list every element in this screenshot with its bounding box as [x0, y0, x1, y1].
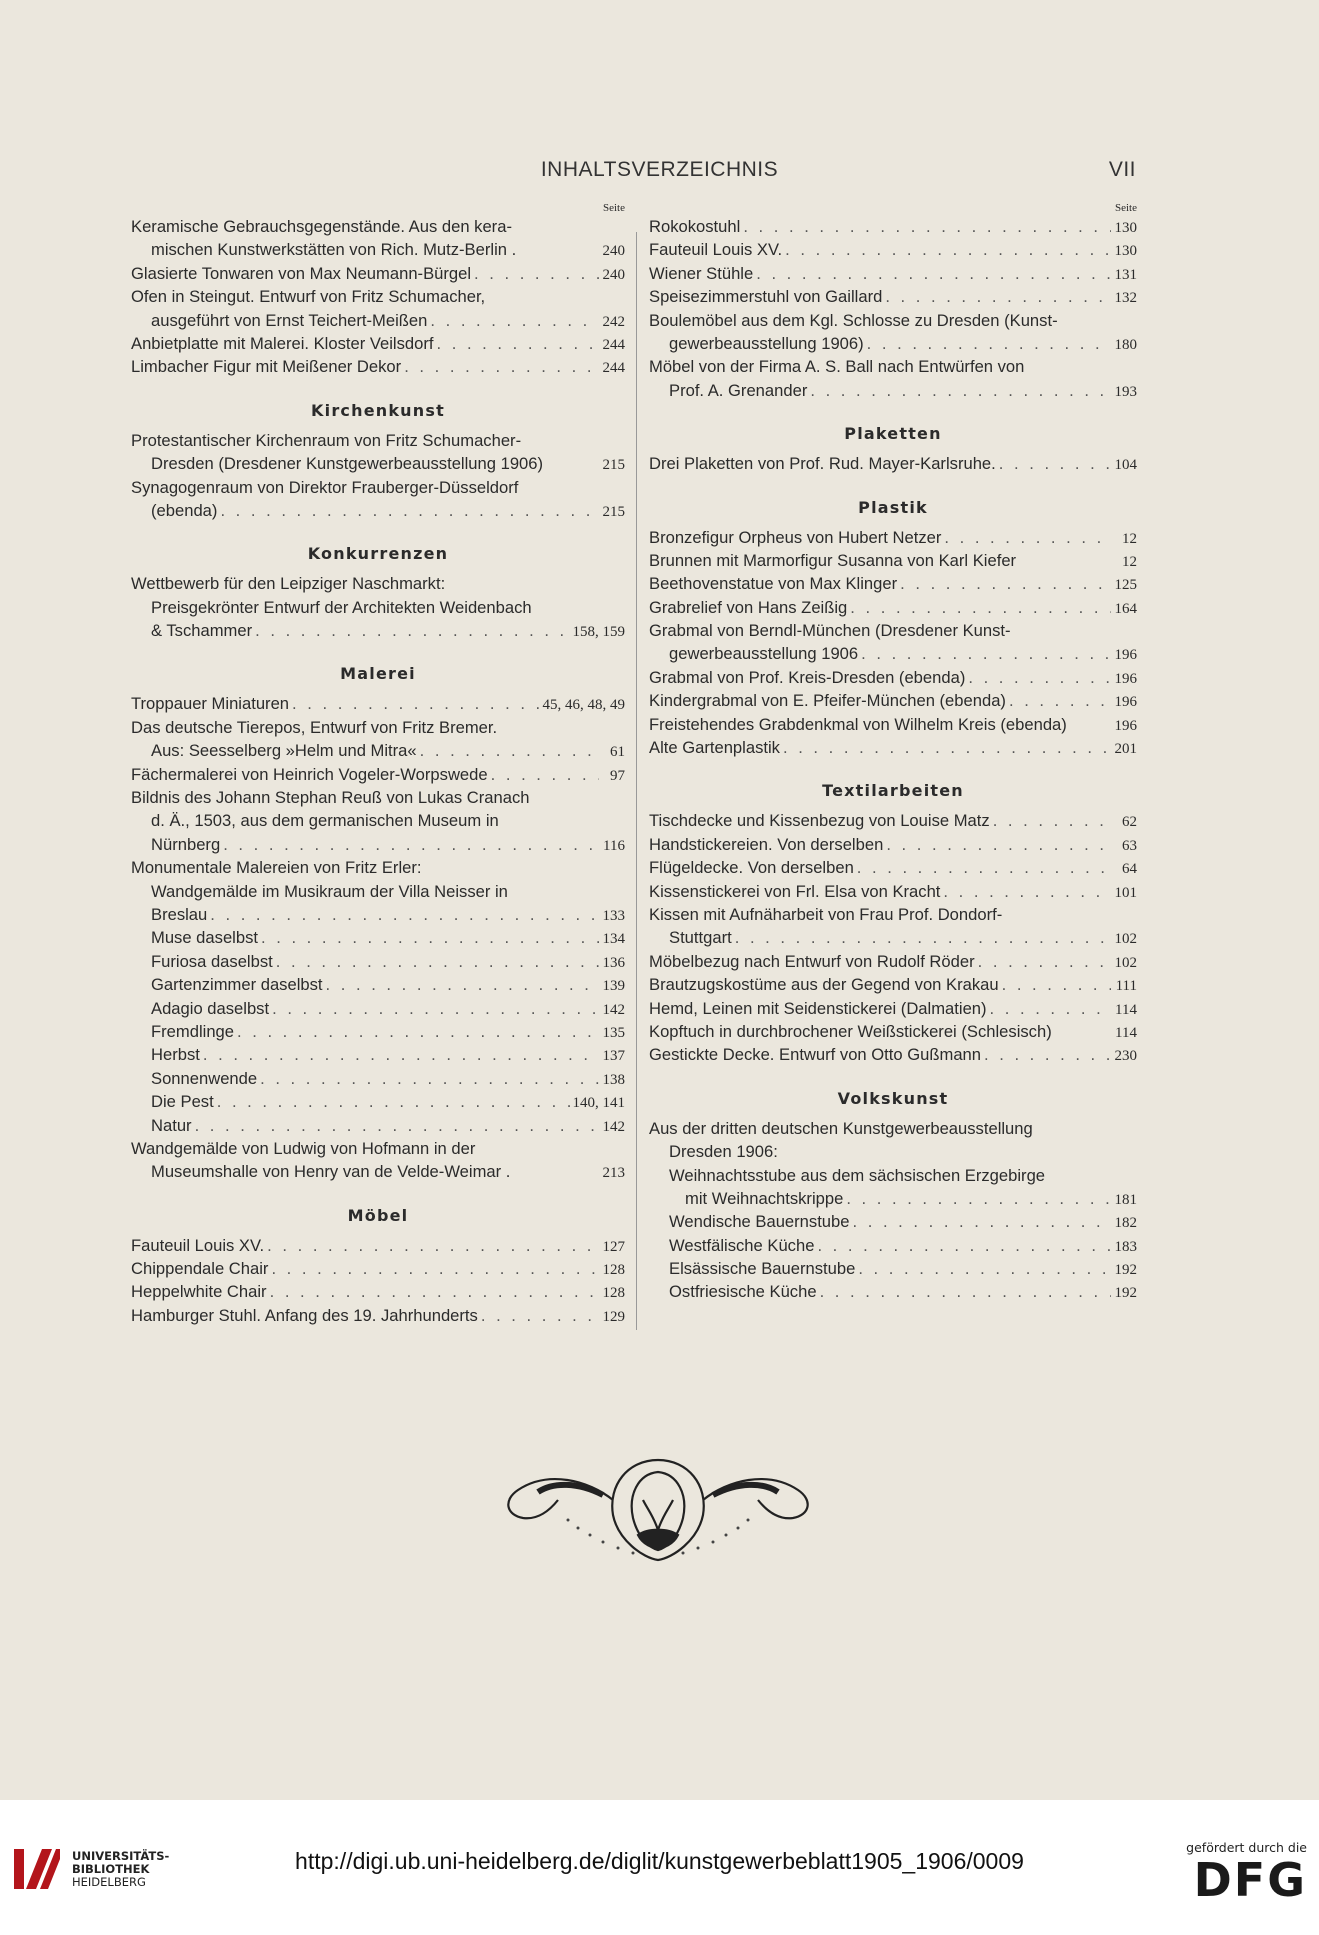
- leader-dots: [257, 1067, 599, 1090]
- toc-entry-text: Preisgekrönter Entwurf der Architekten Weidenbach: [151, 597, 532, 617]
- toc-entry-text: Speisezimmerstuhl von Gaillard: [649, 287, 883, 307]
- toc-entry: [649, 642, 1137, 665]
- toc-entry-text: Brunnen mit Marmorfigur Susanna von Karl Kiefer: [649, 550, 1017, 570]
- toc-entry-page: 180: [1114, 336, 1137, 353]
- toc-entry-text: Dresden (Dresdener Kunstgewerbeausstellung 1906): [151, 454, 544, 474]
- leader-dots: [965, 666, 1111, 689]
- toc-entry-text: Beethovenstatue von Max Klinger: [649, 574, 898, 594]
- leader-dots: [999, 973, 1111, 996]
- toc-entry: [131, 716, 625, 739]
- toc-entry-page: 64: [1122, 861, 1137, 878]
- toc-entry: [131, 1257, 625, 1280]
- toc-entry-text: Nürnberg: [151, 834, 221, 854]
- toc-entry-page: 215: [602, 503, 625, 520]
- section-gap: [131, 522, 625, 536]
- toc-entry-page: 132: [1114, 290, 1137, 307]
- toc-entry: [649, 1020, 1137, 1043]
- toc-entry-text: Herbst: [151, 1045, 200, 1065]
- toc-entry-page: 137: [602, 1048, 625, 1065]
- toc-entry-text: Limbacher Figur mit Meißener Dekor: [131, 357, 402, 377]
- column-divider: [636, 232, 637, 1330]
- toc-entry-text: Westfälische Küche: [669, 1235, 815, 1255]
- leader-dots: [780, 736, 1111, 759]
- toc-entry: [131, 1067, 625, 1090]
- toc-entry-text: Gestickte Decke. Entwurf von Otto Gußmann: [649, 1045, 982, 1065]
- toc-entry: [649, 666, 1137, 689]
- toc-entry-page: 135: [602, 1024, 625, 1041]
- toc-column-left: [131, 202, 625, 1327]
- toc-entry-page: 193: [1114, 383, 1137, 400]
- seite-label: Seite: [603, 202, 625, 214]
- leader-dots: [897, 572, 1111, 595]
- toc-entry: [131, 1137, 625, 1160]
- toc-entry-text: Hemd, Leinen mit Seidenstickerei (Dalmatien): [649, 998, 987, 1018]
- leader-dots: [753, 262, 1111, 285]
- toc-entry-page: 242: [602, 313, 625, 330]
- leader-dots: [252, 619, 572, 642]
- toc-entry-text: Stuttgart: [669, 928, 732, 948]
- toc-entry-page: 130: [1114, 220, 1137, 236]
- toc-entry-text: ausgeführt von Ernst Teichert-Meißen: [151, 310, 428, 330]
- toc-entry: [131, 452, 625, 475]
- toc-entry-text: Natur: [151, 1115, 192, 1135]
- leader-dots: [855, 1257, 1111, 1280]
- toc-entry-text: Tischdecke und Kissenbezug von Louise Matz: [649, 811, 990, 831]
- funded-by-text: gefördert durch die: [1186, 1840, 1307, 1855]
- toc-entry: [131, 238, 625, 261]
- section-heading: Malerei: [340, 664, 416, 684]
- toc-entry-page: 101: [1114, 884, 1137, 901]
- toc-column-right: [649, 202, 1137, 1304]
- toc-entry: [649, 973, 1137, 996]
- toc-entry-page: 215: [602, 457, 625, 474]
- toc-entry-text: Flügeldecke. Von derselben: [649, 858, 854, 878]
- toc-entry: [131, 1020, 625, 1043]
- toc-entry-text: Ostfriesische Küche: [669, 1282, 817, 1302]
- leader-dots: [864, 332, 1111, 355]
- toc-entry-text: Kissen mit Aufnäharbeit von Frau Prof. Dondorf-: [649, 904, 1003, 924]
- toc-entry-text: Alte Gartenplastik: [649, 738, 780, 758]
- toc-entry: [131, 692, 625, 715]
- library-logo: [12, 1845, 169, 1893]
- toc-entry: [649, 285, 1137, 308]
- dfg-wordmark: DFG: [1193, 1853, 1307, 1907]
- toc-entry: [649, 1117, 1137, 1140]
- page-number: VII: [1108, 158, 1136, 181]
- toc-entry-text: Furiosa daselbst: [151, 951, 273, 971]
- toc-entry: [131, 572, 625, 595]
- leader-dots: [858, 642, 1111, 665]
- library-name-line1: UNIVERSITÄTS-: [72, 1848, 170, 1863]
- leader-dots: [847, 596, 1111, 619]
- toc-entry-text: gewerbeausstellung 1906): [669, 333, 864, 353]
- section-heading: Kirchenkunst: [311, 400, 445, 420]
- toc-entry: [131, 903, 625, 926]
- toc-entry: [649, 809, 1137, 832]
- section-gap: [131, 642, 625, 656]
- toc-entry: [649, 926, 1137, 949]
- toc-entry: [649, 572, 1137, 595]
- toc-entry: [649, 596, 1137, 619]
- toc-entry-page: 196: [1114, 694, 1137, 711]
- leader-dots: [814, 1234, 1111, 1257]
- toc-entry-page: 201: [1114, 741, 1137, 758]
- toc-entry-page: 114: [1115, 1001, 1137, 1018]
- toc-entry-text: Bildnis des Johann Stephan Reuß von Lukas Cranach: [131, 788, 530, 808]
- funder-logo: [1186, 1840, 1307, 1905]
- toc-entry: [131, 763, 625, 786]
- toc-entry: [649, 713, 1137, 736]
- toc-entry-page: 114: [1115, 1024, 1137, 1041]
- toc-entry: [649, 1280, 1137, 1303]
- leader-dots: [987, 997, 1111, 1020]
- toc-entry-text: Adagio daselbst: [151, 998, 270, 1018]
- toc-entry-page: 129: [602, 1308, 625, 1325]
- leader-dots: [434, 332, 599, 355]
- toc-entry-text: gewerbeausstellung 1906: [669, 644, 859, 664]
- toc-entry-text: mit Weihnachtskrippe: [685, 1188, 844, 1208]
- toc-entry-page: 230: [1114, 1048, 1137, 1065]
- toc-entry: [131, 1043, 625, 1066]
- toc-entry: [649, 1043, 1137, 1066]
- toc-entry-page: 130: [1114, 243, 1137, 260]
- toc-entry-text: Möbelbezug nach Entwurf von Rudolf Röder: [649, 951, 975, 971]
- toc-entry-text: Wandgemälde im Musikraum der Villa Neisser in: [151, 881, 508, 901]
- toc-entry-text: Heppelwhite Chair: [131, 1282, 267, 1302]
- toc-entry-page: 61: [610, 744, 625, 761]
- toc-entry-text: Möbel von der Firma A. S. Ball nach Entwürfen von: [649, 357, 1025, 377]
- toc-entry-page: 45, 46, 48, 49: [542, 697, 625, 714]
- toc-entry: [131, 499, 625, 522]
- toc-entry-page: 183: [1114, 1238, 1137, 1255]
- toc-entry: [131, 1304, 625, 1327]
- section-gap: [649, 476, 1137, 490]
- ornament-vignette: [478, 1440, 838, 1570]
- leader-dots: [996, 452, 1111, 475]
- toc-entry-text: Freistehendes Grabdenkmal von Wilhelm Kreis (ebenda): [649, 714, 1067, 734]
- toc-entry-page: 136: [602, 954, 625, 971]
- toc-entry: [649, 452, 1137, 475]
- toc-entry: [131, 332, 625, 355]
- toc-entry: [131, 1160, 625, 1183]
- leader-dots: [207, 903, 599, 926]
- leader-dots: [732, 926, 1111, 949]
- toc-entry-page: 12: [1122, 530, 1137, 547]
- toc-entry-text: Protestantischer Kirchenraum von Fritz Schumacher-: [131, 430, 522, 450]
- leader-dots: [975, 950, 1111, 973]
- leader-dots: [882, 285, 1111, 308]
- toc-entry-page: 128: [602, 1285, 625, 1302]
- toc-entry-text: Kissenstickerei von Frl. Elsa von Kracht: [649, 881, 941, 901]
- leader-dots: [234, 1020, 599, 1043]
- toc-entry-text: Boulemöbel aus dem Kgl. Schlosse zu Dresden (Kunst-: [649, 310, 1058, 330]
- toc-entry-text: Wandgemälde von Ludwig von Hofmann in der: [131, 1138, 476, 1158]
- toc-entry-page: 244: [602, 336, 625, 353]
- section-gap: [649, 1067, 1137, 1081]
- leader-dots: [1006, 689, 1111, 712]
- toc-entry: [649, 856, 1137, 879]
- library-name-line2: BIBLIOTHEK: [72, 1861, 150, 1876]
- toc-entry-text: Fauteuil Louis XV.: [649, 240, 783, 260]
- toc-entry-page: 12: [1122, 553, 1137, 570]
- toc-entry-text: Kindergrabmal von E. Pfeifer-München (ebenda): [649, 691, 1006, 711]
- toc-entry-text: Elsässische Bauernstube: [669, 1259, 856, 1279]
- toc-entry: [649, 880, 1137, 903]
- toc-entry-page: 116: [603, 837, 625, 854]
- toc-entry-page: 164: [1114, 600, 1137, 617]
- toc-entry: [131, 786, 625, 809]
- toc-entry: [131, 809, 625, 832]
- leader-dots: [264, 1234, 599, 1257]
- leader-dots: [817, 1280, 1111, 1303]
- section-heading: Möbel: [347, 1205, 409, 1225]
- toc-entry: [649, 262, 1137, 285]
- leader-dots: [273, 950, 599, 973]
- leader-dots: [782, 238, 1111, 261]
- leader-dots: [427, 309, 599, 332]
- toc-entry-page: 62: [1122, 814, 1137, 831]
- toc-entry-text: d. Ä., 1503, aus dem germanischen Museum in: [151, 811, 499, 831]
- toc-entry: [649, 215, 1137, 238]
- toc-entry-text: Anbietplatte mit Malerei. Kloster Veilsdorf: [131, 333, 434, 353]
- leader-dots: [854, 856, 1111, 879]
- toc-entry: [131, 973, 625, 996]
- toc-entry-text: (ebenda): [151, 500, 218, 520]
- toc-entry-page: 244: [602, 360, 625, 377]
- toc-entry: [131, 997, 625, 1020]
- leader-dots: [220, 833, 599, 856]
- toc-entry-text: Rokokostuhl: [649, 217, 741, 236]
- toc-entry-text: Kopftuch in durchbrochener Weißstickerei (Schlesisch): [649, 1021, 1052, 1041]
- toc-entry: [131, 856, 625, 879]
- leader-dots: [214, 1090, 573, 1113]
- section-heading: Plastik: [858, 497, 928, 517]
- toc-entry-text: Prof. A. Grenander: [669, 380, 808, 400]
- toc-entry: [649, 379, 1137, 402]
- toc-entry: [649, 950, 1137, 973]
- toc-entry-page: 102: [1114, 931, 1137, 948]
- toc-entry: [649, 1164, 1137, 1187]
- toc-entry-text: Wiener Stühle: [649, 263, 754, 283]
- toc-entry-page: 140, 141: [572, 1095, 625, 1112]
- toc-entry-text: Handstickereien. Von derselben: [649, 834, 884, 854]
- toc-entry: [131, 739, 625, 762]
- toc-entry-page: 63: [1122, 837, 1137, 854]
- leader-dots: [850, 1210, 1112, 1233]
- toc-entry: [649, 619, 1137, 642]
- toc-entry-page: 139: [602, 978, 625, 995]
- toc-entry-text: Fremdlinge: [151, 1021, 235, 1041]
- toc-entry: [649, 332, 1137, 355]
- toc-entry-text: Wendische Bauernstube: [669, 1212, 850, 1232]
- toc-entry: [649, 997, 1137, 1020]
- leader-dots: [401, 355, 599, 378]
- toc-entry-text: Wettbewerb für den Leipziger Naschmarkt:: [131, 574, 446, 594]
- toc-entry-page: 192: [1114, 1285, 1137, 1302]
- toc-entry-page: 138: [602, 1071, 625, 1088]
- toc-entry-page: 142: [602, 1001, 625, 1018]
- toc-entry-page: 182: [1114, 1215, 1137, 1232]
- toc-entry: [649, 1140, 1137, 1163]
- toc-entry: [649, 903, 1137, 926]
- toc-entry: [649, 689, 1137, 712]
- leader-dots: [200, 1043, 599, 1066]
- toc-entry-text: Fauteuil Louis XV.: [131, 1235, 265, 1255]
- toc-entry: [649, 736, 1137, 759]
- leader-dots: [217, 499, 599, 522]
- toc-entry-page: 131: [1114, 266, 1137, 283]
- toc-entry: [649, 833, 1137, 856]
- toc-entry: [131, 596, 625, 619]
- toc-entry: [649, 1234, 1137, 1257]
- toc-entry: [649, 1257, 1137, 1280]
- leader-dots: [192, 1114, 599, 1137]
- library-name-line3: HEIDELBERG: [72, 1874, 146, 1889]
- toc-entry: [131, 1234, 625, 1257]
- toc-entry-page: 97: [610, 767, 625, 784]
- toc-entry-text: Brautzugskostüme aus der Gegend von Krakau: [649, 975, 999, 995]
- section-gap: [131, 379, 625, 393]
- seite-label: Seite: [1115, 202, 1137, 214]
- section-gap: [649, 402, 1137, 416]
- toc-entry-text: Aus der dritten deutschen Kunstgewerbeausstellung: [649, 1118, 1033, 1138]
- section-heading: Konkurrenzen: [307, 544, 449, 564]
- toc-entry: [131, 215, 625, 238]
- leader-dots: [990, 809, 1111, 832]
- toc-entry-page: 196: [1114, 670, 1137, 687]
- leader-dots: [807, 379, 1111, 402]
- leader-dots: [289, 692, 542, 715]
- toc-entry: [649, 526, 1137, 549]
- leader-dots: [740, 215, 1111, 238]
- toc-entry: [649, 549, 1137, 572]
- toc-entry-page: 213: [602, 1165, 625, 1182]
- toc-entry-page: 240: [602, 243, 625, 260]
- leader-dots: [267, 1280, 599, 1303]
- toc-entry-text: Grabmal von Prof. Kreis-Dresden (ebenda): [649, 667, 966, 687]
- leader-dots: [323, 973, 599, 996]
- toc-entry-text: Synagogenraum von Direktor Frauberger-Düsseldorf: [131, 477, 519, 497]
- toc-entry-page: 192: [1114, 1262, 1137, 1279]
- toc-entry-page: 133: [602, 907, 625, 924]
- toc-entry-text: Hamburger Stuhl. Anfang des 19. Jahrhunderts: [131, 1305, 478, 1325]
- leader-dots: [258, 926, 599, 949]
- toc-entry-text: Troppauer Miniaturen: [131, 694, 290, 714]
- toc-entry-text: Glasierte Tonwaren von Max Neumann-Bürgel: [131, 263, 472, 283]
- toc-entry-page: 181: [1114, 1191, 1137, 1208]
- toc-entry-text: Grabrelief von Hans Zeißig: [649, 597, 848, 617]
- toc-entry-page: 102: [1114, 954, 1137, 971]
- toc-entry-page: 158, 159: [572, 624, 625, 641]
- toc-entry-page: 128: [602, 1262, 625, 1279]
- toc-entry: [131, 262, 625, 285]
- source-url[interactable]: http://digi.ub.uni-heidelberg.de/diglit/kunstgewerbeblatt1905_1906/0009: [295, 1848, 1024, 1874]
- toc-entry: [649, 355, 1137, 378]
- toc-entry: [649, 1210, 1137, 1233]
- toc-entry-text: mischen Kunstwerkstätten von Rich. Mutz-Berlin .: [151, 240, 517, 260]
- toc-entry-text: Muse daselbst: [151, 928, 258, 948]
- toc-entry: [131, 1280, 625, 1303]
- toc-entry-text: Fächermalerei von Heinrich Vogeler-Worpswede: [131, 764, 488, 784]
- section-heading: Volkskunst: [837, 1088, 949, 1108]
- leader-dots: [478, 1304, 599, 1327]
- toc-entry-text: Dresden 1906:: [669, 1142, 778, 1162]
- toc-entry: [131, 926, 625, 949]
- toc-entry: [131, 476, 625, 499]
- toc-entry-page: 127: [602, 1238, 625, 1255]
- toc-entry: [649, 1187, 1137, 1210]
- toc-entry: [131, 1090, 625, 1113]
- toc-entry-text: Ofen in Steingut. Entwurf von Fritz Schumacher,: [131, 287, 486, 307]
- toc-entry-text: Keramische Gebrauchsgegenstände. Aus den kera-: [131, 217, 512, 236]
- leader-dots: [981, 1043, 1111, 1066]
- toc-entry-text: Die Pest: [151, 1092, 214, 1112]
- toc-entry: [131, 309, 625, 332]
- toc-entry-text: Museumshalle von Henry van de Velde-Weimar .: [151, 1162, 511, 1182]
- leader-dots: [941, 526, 1111, 549]
- toc-entry: [131, 1114, 625, 1137]
- toc-entry-page: 104: [1114, 457, 1137, 474]
- toc-entry-text: Chippendale Chair: [131, 1259, 269, 1279]
- leader-dots: [417, 739, 599, 762]
- toc-entry-page: 240: [602, 266, 625, 283]
- section-gap: [649, 759, 1137, 773]
- leader-dots: [940, 880, 1111, 903]
- toc-entry-page: 134: [602, 931, 625, 948]
- section-gap: [131, 1184, 625, 1198]
- toc-entry: [131, 950, 625, 973]
- toc-entry: [131, 880, 625, 903]
- toc-entry: [131, 619, 625, 642]
- toc-entry-page: 125: [1114, 577, 1137, 594]
- section-heading: Plaketten: [844, 424, 942, 444]
- toc-entry-text: Monumentale Malereien von Fritz Erler:: [131, 858, 422, 878]
- leader-dots: [268, 1257, 599, 1280]
- toc-entry-page: 196: [1114, 717, 1137, 734]
- leader-dots: [471, 262, 599, 285]
- page-title: INHALTSVERZEICHNIS: [540, 158, 779, 181]
- toc-entry-text: Breslau: [151, 904, 208, 924]
- toc-entry-page: 142: [602, 1118, 625, 1135]
- toc-entry: [649, 238, 1137, 261]
- toc-entry-text: Aus: Seesselberg »Helm und Mitra«: [151, 741, 417, 761]
- toc-entry-page: 196: [1114, 647, 1137, 664]
- toc-entry-page: 111: [1115, 978, 1137, 995]
- leader-dots: [488, 763, 599, 786]
- toc-entry-text: Bronzefigur Orpheus von Hubert Netzer: [649, 527, 942, 547]
- toc-entry-text: Weihnachtsstube aus dem sächsischen Erzgebirge: [669, 1165, 1046, 1185]
- toc-entry-text: Sonnenwende: [151, 1068, 258, 1088]
- toc-entry-text: Drei Plaketten von Prof. Rud. Mayer-Karlsruhe.: [649, 454, 996, 474]
- leader-dots: [883, 833, 1111, 856]
- leader-dots: [269, 997, 599, 1020]
- toc-entry: [649, 309, 1137, 332]
- leader-dots: [843, 1187, 1111, 1210]
- toc-entry-text: Das deutsche Tierepos, Entwurf von Fritz Bremer.: [131, 717, 498, 737]
- section-heading: Textilarbeiten: [822, 781, 964, 801]
- toc-entry: [131, 355, 625, 378]
- toc-entry-text: & Tschammer: [151, 621, 253, 641]
- toc-entry-text: Gartenzimmer daselbst: [151, 975, 323, 995]
- toc-entry: [131, 833, 625, 856]
- toc-entry: [131, 429, 625, 452]
- toc-entry-text: Grabmal von Berndl-München (Dresdener Kunst-: [649, 621, 1011, 641]
- library-emblem-icon: [12, 1845, 62, 1893]
- toc-entry: [131, 285, 625, 308]
